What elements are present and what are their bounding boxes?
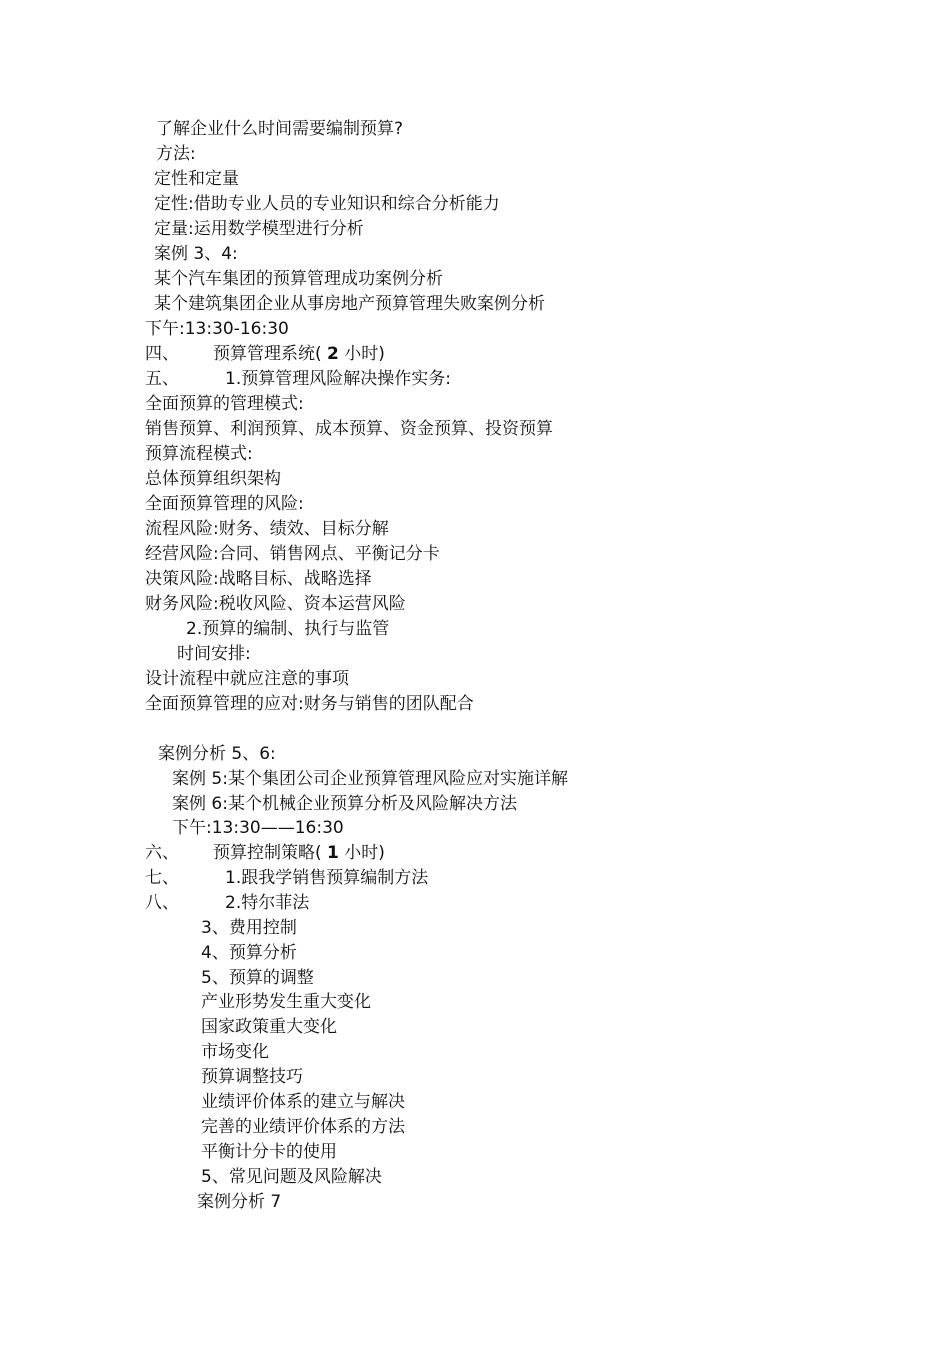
text-line: 下午:13:30——16:30 xyxy=(172,818,344,838)
text-line: 下午:13:30-16:30 xyxy=(145,319,289,339)
text-line: 定量:运用数学模型进行分析 xyxy=(154,219,364,239)
text-line: 5、预算的调整 xyxy=(201,968,314,988)
text-line: 某个汽车集团的预算管理成功案例分析 xyxy=(154,269,443,289)
text-line: 定性和定量 xyxy=(154,169,239,189)
text-line: 国家政策重大变化 xyxy=(201,1017,337,1037)
text-line: 平衡计分卡的使用 xyxy=(201,1142,337,1162)
text-line: 4、预算分析 xyxy=(201,943,297,963)
section-title: 1.预算管理风险解决操作实务: xyxy=(225,369,451,389)
text-line: 财务风险:税收风险、资本运营风险 xyxy=(145,594,406,614)
text-line: 全面预算的管理模式: xyxy=(145,394,304,414)
text-line: 方法: xyxy=(156,144,196,164)
text-line: 某个建筑集团企业从事房地产预算管理失败案例分析 xyxy=(154,294,545,314)
text-line: 2.预算的编制、执行与监管 xyxy=(186,619,390,639)
text-line: 了解企业什么时间需要编制预算? xyxy=(156,119,404,139)
section-heading xyxy=(145,892,309,914)
text-line: 全面预算管理的应对:财务与销售的团队配合 xyxy=(145,694,474,714)
text-line: 案例 5:某个集团公司企业预算管理风险应对实施详解 xyxy=(172,769,568,789)
section-hours: 2 xyxy=(327,344,339,364)
text-line: 总体预算组织架构 xyxy=(145,469,281,489)
section-heading xyxy=(145,368,451,390)
text-line: 产业形势发生重大变化 xyxy=(201,992,371,1012)
text-line: 案例分析 7 xyxy=(197,1192,282,1212)
text-line: 销售预算、利润预算、成本预算、资金预算、投资预算 xyxy=(145,419,553,439)
section-heading xyxy=(145,867,428,889)
text-line: 业绩评价体系的建立与解决 xyxy=(201,1092,405,1112)
text-line: 设计流程中就应注意的事项 xyxy=(145,669,349,689)
text-line: 全面预算管理的风险: xyxy=(145,494,304,514)
section-heading xyxy=(145,842,385,864)
text-line: 市场变化 xyxy=(201,1042,269,1062)
section-number: 七、 xyxy=(145,868,179,888)
section-title: 2.特尔菲法 xyxy=(225,893,310,913)
text-line: 经营风险:合同、销售网点、平衡记分卡 xyxy=(145,544,440,564)
text-line: 定性:借助专业人员的专业知识和综合分析能力 xyxy=(154,194,500,214)
section-number: 六、 xyxy=(145,843,179,863)
section-title: 预算控制策略( xyxy=(213,843,322,863)
section-title-suffix: 小时) xyxy=(338,344,385,364)
text-line: 预算流程模式: xyxy=(145,444,253,464)
text-line: 完善的业绩评价体系的方法 xyxy=(201,1117,405,1137)
section-number: 五、 xyxy=(145,369,179,389)
text-line: 案例分析 5、6: xyxy=(158,744,276,764)
section-title-suffix: 小时) xyxy=(338,843,385,863)
section-hours: 1 xyxy=(327,843,339,863)
text-line: 流程风险:财务、绩效、目标分解 xyxy=(145,519,389,539)
text-line: 决策风险:战略目标、战略选择 xyxy=(145,569,372,589)
section-number: 四、 xyxy=(145,344,179,364)
text-line: 时间安排: xyxy=(177,644,251,664)
section-number: 八、 xyxy=(145,893,179,913)
section-heading xyxy=(145,343,385,365)
text-line: 案例 3、4: xyxy=(154,244,238,264)
text-line: 预算调整技巧 xyxy=(201,1067,303,1087)
text-line: 5、常见问题及风险解决 xyxy=(201,1167,382,1187)
text-line: 案例 6:某个机械企业预算分析及风险解决方法 xyxy=(172,794,517,814)
text-line: 3、费用控制 xyxy=(201,918,297,938)
section-title: 1.跟我学销售预算编制方法 xyxy=(225,868,429,888)
section-title: 预算管理系统( xyxy=(213,344,322,364)
